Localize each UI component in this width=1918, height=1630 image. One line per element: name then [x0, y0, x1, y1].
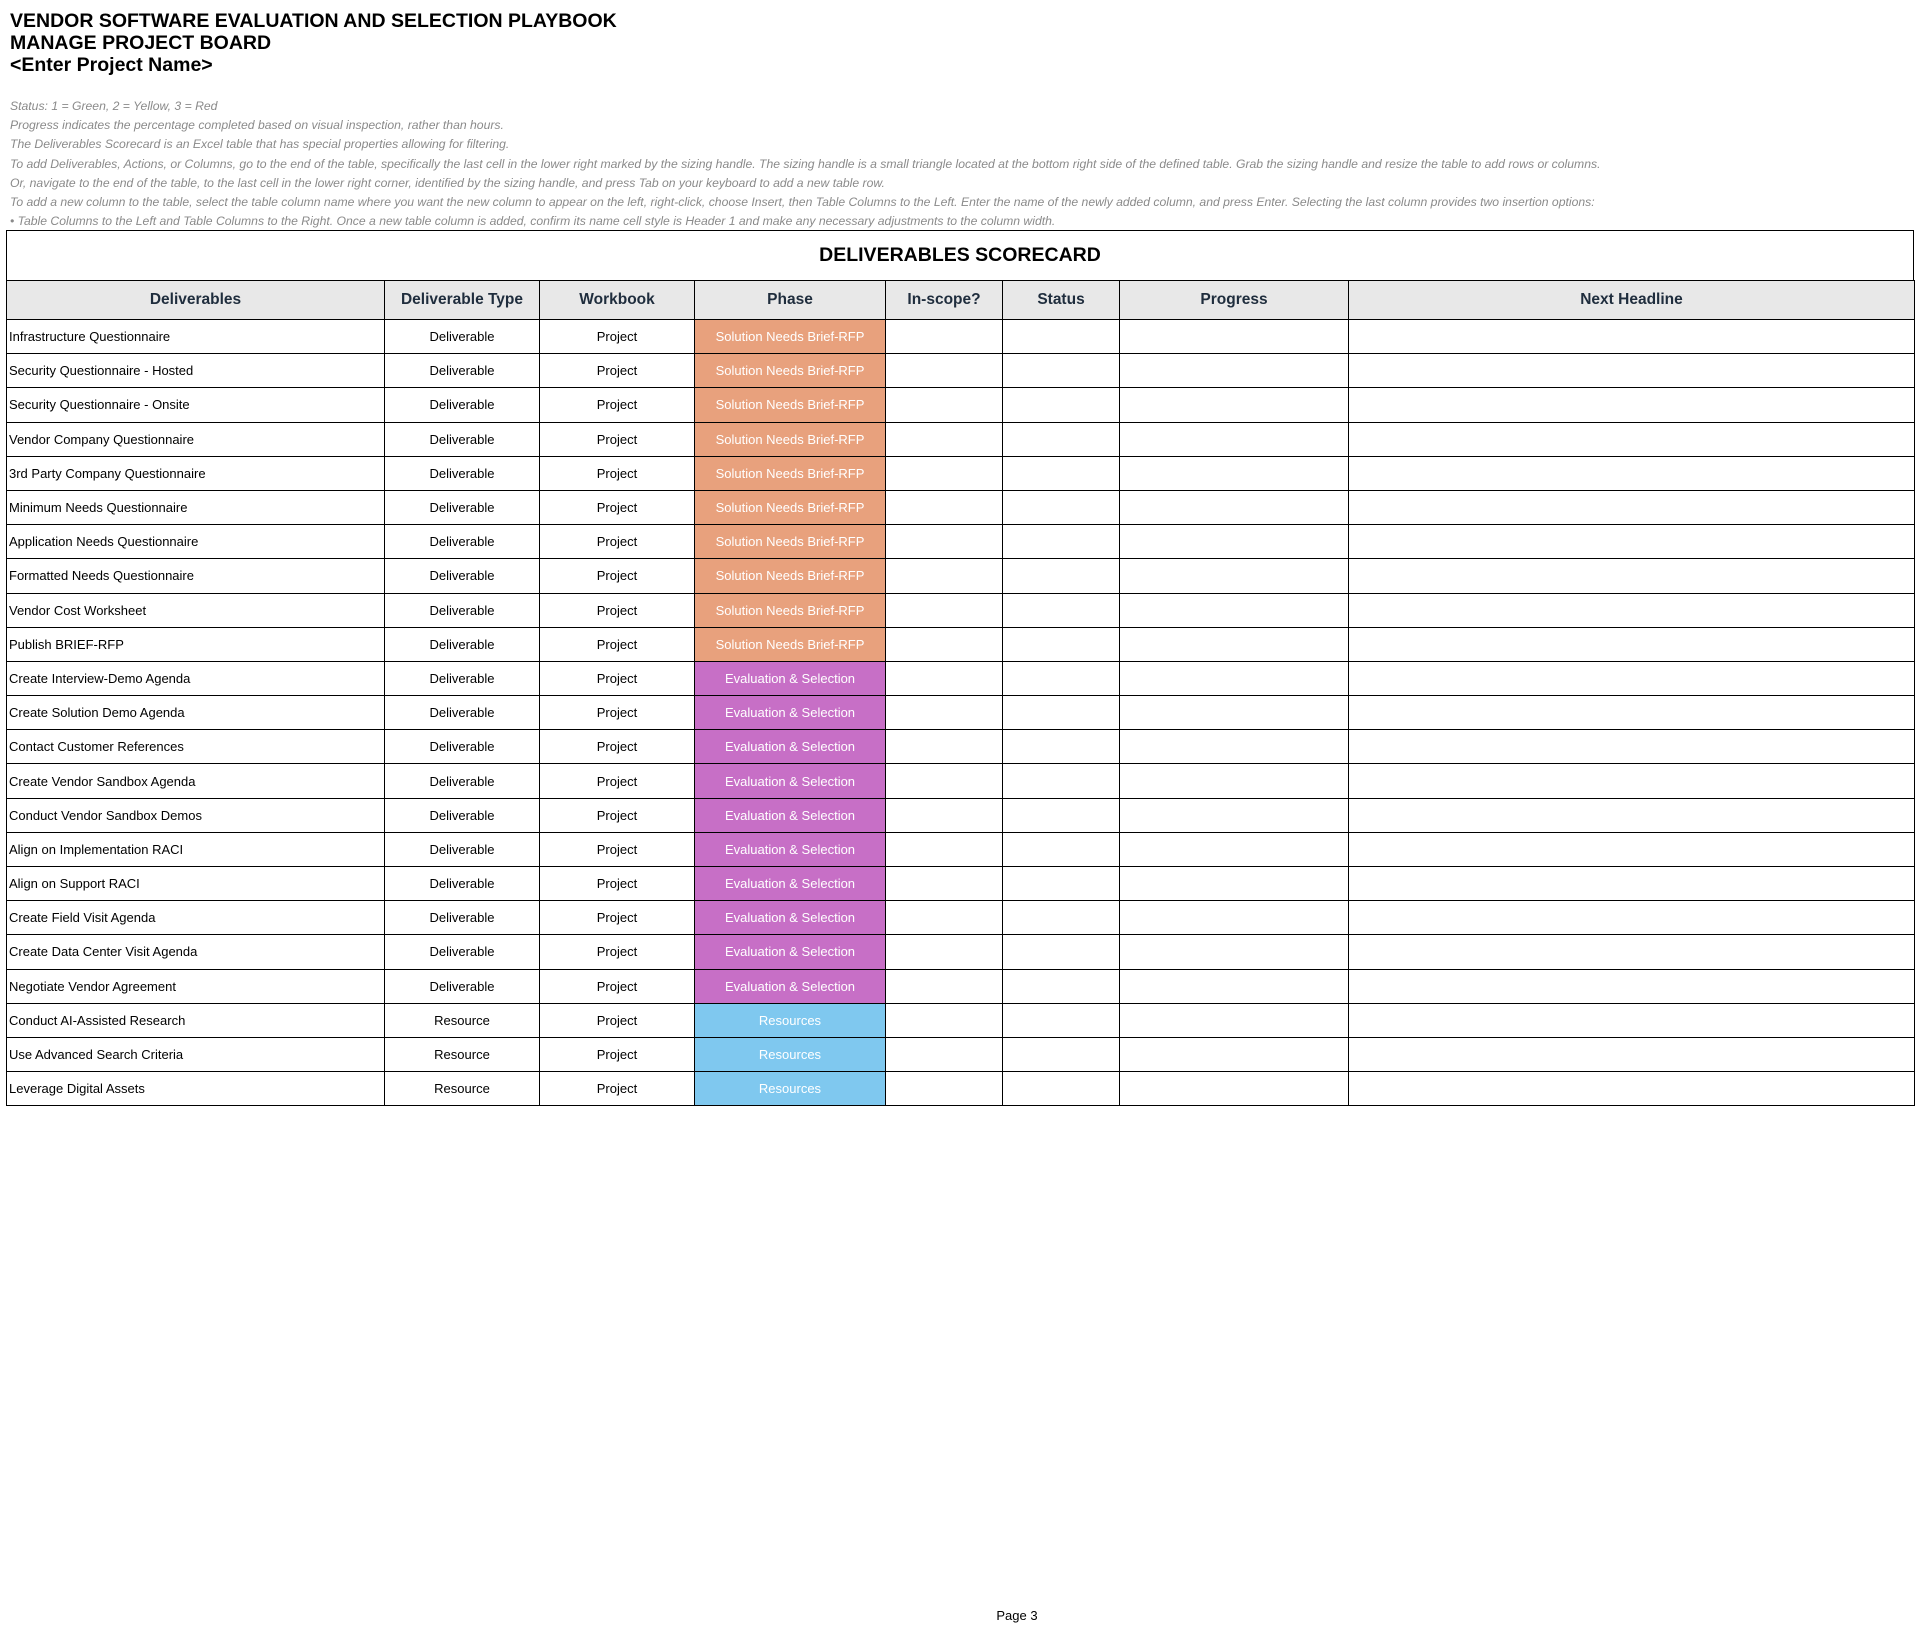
- cell-deliverable-type[interactable]: Deliverable: [385, 456, 540, 490]
- cell-deliverables[interactable]: Use Advanced Search Criteria: [7, 1037, 385, 1071]
- cell-deliverable-type[interactable]: Resource: [385, 1037, 540, 1071]
- cell-deliverables[interactable]: Contact Customer References: [7, 730, 385, 764]
- cell-deliverable-type[interactable]: Deliverable: [385, 388, 540, 422]
- table-row: [7, 1072, 1915, 1106]
- table-row: [7, 730, 1915, 764]
- cell-status[interactable]: [1003, 627, 1120, 661]
- cell-status[interactable]: [1003, 661, 1120, 695]
- cell-progress[interactable]: [1120, 456, 1349, 490]
- cell-deliverables[interactable]: Create Interview-Demo Agenda: [7, 661, 385, 695]
- table-row: [7, 525, 1915, 559]
- cell-in-scope[interactable]: [886, 559, 1003, 593]
- column-header-deliverable-type[interactable]: Deliverable Type: [385, 281, 540, 320]
- cell-in-scope[interactable]: [886, 422, 1003, 456]
- table-row: [7, 320, 1915, 354]
- cell-next-headline[interactable]: [1349, 798, 1915, 832]
- cell-phase[interactable]: Solution Needs Brief-RFP: [695, 388, 886, 422]
- column-header-in-scope[interactable]: In-scope?: [886, 281, 1003, 320]
- cell-deliverable-type[interactable]: Deliverable: [385, 867, 540, 901]
- cell-in-scope[interactable]: [886, 901, 1003, 935]
- table-row: [7, 354, 1915, 388]
- cell-status[interactable]: [1003, 969, 1120, 1003]
- cell-progress[interactable]: [1120, 798, 1349, 832]
- cell-status[interactable]: [1003, 388, 1120, 422]
- cell-phase[interactable]: Evaluation & Selection: [695, 901, 886, 935]
- cell-workbook[interactable]: Project: [540, 764, 695, 798]
- cell-next-headline[interactable]: [1349, 559, 1915, 593]
- cell-workbook[interactable]: Project: [540, 730, 695, 764]
- cell-next-headline[interactable]: [1349, 490, 1915, 524]
- cell-deliverables[interactable]: Conduct AI-Assisted Research: [7, 1003, 385, 1037]
- cell-deliverable-type[interactable]: Deliverable: [385, 354, 540, 388]
- cell-workbook[interactable]: Project: [540, 1003, 695, 1037]
- cell-next-headline[interactable]: [1349, 525, 1915, 559]
- instruction-status-legend: Status: 1 = Green, 2 = Yellow, 3 = Red: [10, 99, 218, 113]
- cell-next-headline[interactable]: [1349, 730, 1915, 764]
- cell-workbook[interactable]: Project: [540, 354, 695, 388]
- deliverables-scorecard: [6, 230, 1914, 1106]
- cell-progress[interactable]: [1120, 730, 1349, 764]
- cell-workbook[interactable]: Project: [540, 627, 695, 661]
- cell-next-headline[interactable]: [1349, 456, 1915, 490]
- cell-next-headline[interactable]: [1349, 969, 1915, 1003]
- cell-next-headline[interactable]: [1349, 935, 1915, 969]
- cell-next-headline[interactable]: [1349, 696, 1915, 730]
- cell-workbook[interactable]: Project: [540, 593, 695, 627]
- cell-phase[interactable]: Resources: [695, 1037, 886, 1071]
- cell-progress[interactable]: [1120, 764, 1349, 798]
- cell-progress[interactable]: [1120, 661, 1349, 695]
- cell-phase[interactable]: Resources: [695, 1072, 886, 1106]
- cell-deliverable-type[interactable]: Deliverable: [385, 661, 540, 695]
- cell-progress[interactable]: [1120, 490, 1349, 524]
- cell-progress[interactable]: [1120, 525, 1349, 559]
- cell-in-scope[interactable]: [886, 867, 1003, 901]
- cell-workbook[interactable]: Project: [540, 969, 695, 1003]
- cell-progress[interactable]: [1120, 593, 1349, 627]
- cell-progress[interactable]: [1120, 867, 1349, 901]
- cell-progress[interactable]: [1120, 1072, 1349, 1106]
- cell-status[interactable]: [1003, 1037, 1120, 1071]
- table-row: [7, 1037, 1915, 1071]
- project-name-placeholder[interactable]: <Enter Project Name>: [10, 54, 213, 76]
- cell-deliverables[interactable]: Publish BRIEF-RFP: [7, 627, 385, 661]
- cell-deliverables[interactable]: Align on Support RACI: [7, 867, 385, 901]
- instruction-add-column: To add a new column to the table, select the table column name where you want the new column to appear on the left, right-click, choose Insert, then Table Columns to the Left. Enter the name of the newly added column, and press Enter. Selecting the last column provides two insertion options:: [10, 195, 1595, 210]
- table-row: [7, 456, 1915, 490]
- cell-status[interactable]: [1003, 764, 1120, 798]
- header-row: [7, 281, 1915, 320]
- cell-workbook[interactable]: Project: [540, 490, 695, 524]
- cell-phase[interactable]: Solution Needs Brief-RFP: [695, 490, 886, 524]
- cell-deliverables[interactable]: Align on Implementation RACI: [7, 832, 385, 866]
- cell-deliverable-type[interactable]: Deliverable: [385, 525, 540, 559]
- cell-in-scope[interactable]: [886, 388, 1003, 422]
- cell-deliverable-type[interactable]: Deliverable: [385, 559, 540, 593]
- cell-workbook[interactable]: Project: [540, 388, 695, 422]
- cell-phase[interactable]: Solution Needs Brief-RFP: [695, 593, 886, 627]
- table-body: [7, 320, 1915, 1106]
- cell-deliverable-type[interactable]: Deliverable: [385, 969, 540, 1003]
- cell-in-scope[interactable]: [886, 1003, 1003, 1037]
- cell-status[interactable]: [1003, 935, 1120, 969]
- cell-phase[interactable]: Solution Needs Brief-RFP: [695, 627, 886, 661]
- instruction-progress: Progress indicates the percentage completed based on visual inspection, rather than hours.: [10, 118, 504, 133]
- cell-workbook[interactable]: Project: [540, 559, 695, 593]
- cell-status[interactable]: [1003, 456, 1120, 490]
- cell-workbook[interactable]: Project: [540, 867, 695, 901]
- cell-deliverable-type[interactable]: Deliverable: [385, 696, 540, 730]
- table-row: [7, 696, 1915, 730]
- cell-next-headline[interactable]: [1349, 1072, 1915, 1106]
- cell-status[interactable]: [1003, 798, 1120, 832]
- cell-in-scope[interactable]: [886, 627, 1003, 661]
- cell-phase[interactable]: Evaluation & Selection: [695, 832, 886, 866]
- instruction-filtering: The Deliverables Scorecard is an Excel table that has special properties allowing for filtering.: [10, 137, 510, 152]
- cell-deliverable-type[interactable]: Deliverable: [385, 832, 540, 866]
- table-row: [7, 559, 1915, 593]
- cell-workbook[interactable]: Project: [540, 798, 695, 832]
- cell-in-scope[interactable]: [886, 490, 1003, 524]
- table-row: [7, 593, 1915, 627]
- cell-status[interactable]: [1003, 1072, 1120, 1106]
- cell-workbook[interactable]: Project: [540, 456, 695, 490]
- cell-deliverable-type[interactable]: Deliverable: [385, 422, 540, 456]
- cell-deliverable-type[interactable]: Deliverable: [385, 627, 540, 661]
- cell-status[interactable]: [1003, 354, 1120, 388]
- cell-progress[interactable]: [1120, 969, 1349, 1003]
- instructions-block: [10, 97, 1900, 231]
- cell-status[interactable]: [1003, 525, 1120, 559]
- cell-deliverable-type[interactable]: Deliverable: [385, 935, 540, 969]
- cell-workbook[interactable]: Project: [540, 901, 695, 935]
- scorecard-table: [6, 280, 1915, 1106]
- cell-status[interactable]: [1003, 320, 1120, 354]
- cell-workbook[interactable]: Project: [540, 525, 695, 559]
- column-header-deliverables[interactable]: Deliverables: [7, 281, 385, 320]
- instruction-tab-row: Or, navigate to the end of the table, to the last cell in the lower right corner, identified by the sizing handle, and press Tab on your keyboard to add a new table row.: [10, 175, 885, 190]
- cell-progress[interactable]: [1120, 627, 1349, 661]
- document-header: [10, 10, 617, 76]
- cell-workbook[interactable]: Project: [540, 661, 695, 695]
- table-row: [7, 901, 1915, 935]
- cell-progress[interactable]: [1120, 1003, 1349, 1037]
- cell-status[interactable]: [1003, 730, 1120, 764]
- cell-in-scope[interactable]: [886, 320, 1003, 354]
- cell-status[interactable]: [1003, 867, 1120, 901]
- cell-phase[interactable]: Evaluation & Selection: [695, 935, 886, 969]
- cell-deliverables[interactable]: Vendor Cost Worksheet: [7, 593, 385, 627]
- cell-in-scope[interactable]: [886, 935, 1003, 969]
- cell-in-scope[interactable]: [886, 832, 1003, 866]
- cell-phase[interactable]: Evaluation & Selection: [695, 661, 886, 695]
- cell-phase[interactable]: Evaluation & Selection: [695, 696, 886, 730]
- cell-next-headline[interactable]: [1349, 764, 1915, 798]
- cell-in-scope[interactable]: [886, 661, 1003, 695]
- instruction-sizing-handle: To add Deliverables, Actions, or Columns, go to the end of the table, specifically the last cell in the lower right marked by the sizing handle. The sizing handle is a small triangle located at the bottom right side of the defined table. Grab the sizing handle and resize the table to add rows or columns.: [10, 156, 1601, 171]
- cell-deliverables[interactable]: Infrastructure Questionnaire: [7, 320, 385, 354]
- table-row: [7, 935, 1915, 969]
- cell-deliverables[interactable]: Vendor Company Questionnaire: [7, 422, 385, 456]
- cell-progress[interactable]: [1120, 388, 1349, 422]
- cell-deliverables[interactable]: Create Vendor Sandbox Agenda: [7, 764, 385, 798]
- cell-in-scope[interactable]: [886, 696, 1003, 730]
- table-row: [7, 388, 1915, 422]
- column-header-workbook[interactable]: Workbook: [540, 281, 695, 320]
- cell-phase[interactable]: Solution Needs Brief-RFP: [695, 559, 886, 593]
- table-row: [7, 832, 1915, 866]
- cell-phase[interactable]: Evaluation & Selection: [695, 798, 886, 832]
- column-header-next-headline[interactable]: Next Headline: [1349, 281, 1915, 320]
- cell-phase[interactable]: Evaluation & Selection: [695, 730, 886, 764]
- cell-deliverables[interactable]: Security Questionnaire - Onsite: [7, 388, 385, 422]
- cell-deliverables[interactable]: Create Solution Demo Agenda: [7, 696, 385, 730]
- playbook-title: VENDOR SOFTWARE EVALUATION AND SELECTION PLAYBOOK: [10, 10, 617, 32]
- table-row: [7, 661, 1915, 695]
- cell-next-headline[interactable]: [1349, 593, 1915, 627]
- column-header-phase[interactable]: Phase: [695, 281, 886, 320]
- column-header-status[interactable]: Status: [1003, 281, 1120, 320]
- cell-deliverables[interactable]: Application Needs Questionnaire: [7, 525, 385, 559]
- cell-deliverables[interactable]: 3rd Party Company Questionnaire: [7, 456, 385, 490]
- table-row: [7, 969, 1915, 1003]
- cell-workbook[interactable]: Project: [540, 320, 695, 354]
- cell-deliverables[interactable]: Conduct Vendor Sandbox Demos: [7, 798, 385, 832]
- cell-phase[interactable]: Solution Needs Brief-RFP: [695, 525, 886, 559]
- table-row: [7, 867, 1915, 901]
- cell-deliverables[interactable]: Negotiate Vendor Agreement: [7, 969, 385, 1003]
- cell-next-headline[interactable]: [1349, 354, 1915, 388]
- cell-deliverable-type[interactable]: Deliverable: [385, 901, 540, 935]
- cell-deliverable-type[interactable]: Deliverable: [385, 764, 540, 798]
- cell-deliverable-type[interactable]: Resource: [385, 1072, 540, 1106]
- cell-progress[interactable]: [1120, 320, 1349, 354]
- cell-next-headline[interactable]: [1349, 867, 1915, 901]
- table-row: [7, 627, 1915, 661]
- cell-phase[interactable]: Resources: [695, 1003, 886, 1037]
- cell-deliverables[interactable]: Minimum Needs Questionnaire: [7, 490, 385, 524]
- cell-deliverables[interactable]: Security Questionnaire - Hosted: [7, 354, 385, 388]
- cell-progress[interactable]: [1120, 422, 1349, 456]
- cell-in-scope[interactable]: [886, 764, 1003, 798]
- table-row: [7, 764, 1915, 798]
- cell-workbook[interactable]: Project: [540, 1037, 695, 1071]
- cell-in-scope[interactable]: [886, 456, 1003, 490]
- cell-progress[interactable]: [1120, 832, 1349, 866]
- cell-status[interactable]: [1003, 593, 1120, 627]
- cell-in-scope[interactable]: [886, 730, 1003, 764]
- page-number: Page 3: [996, 1608, 1038, 1623]
- cell-in-scope[interactable]: [886, 969, 1003, 1003]
- cell-status[interactable]: [1003, 559, 1120, 593]
- cell-phase[interactable]: Evaluation & Selection: [695, 764, 886, 798]
- table-row: [7, 1003, 1915, 1037]
- cell-phase[interactable]: Solution Needs Brief-RFP: [695, 354, 886, 388]
- cell-next-headline[interactable]: [1349, 388, 1915, 422]
- cell-deliverable-type[interactable]: Deliverable: [385, 730, 540, 764]
- cell-phase[interactable]: Evaluation & Selection: [695, 867, 886, 901]
- cell-workbook[interactable]: Project: [540, 935, 695, 969]
- cell-progress[interactable]: [1120, 559, 1349, 593]
- cell-deliverables[interactable]: Leverage Digital Assets: [7, 1072, 385, 1106]
- cell-workbook[interactable]: Project: [540, 1072, 695, 1106]
- cell-deliverables[interactable]: Create Data Center Visit Agenda: [7, 935, 385, 969]
- cell-in-scope[interactable]: [886, 354, 1003, 388]
- cell-progress[interactable]: [1120, 354, 1349, 388]
- table-row: [7, 798, 1915, 832]
- cell-status[interactable]: [1003, 422, 1120, 456]
- cell-in-scope[interactable]: [886, 1072, 1003, 1106]
- cell-next-headline[interactable]: [1349, 901, 1915, 935]
- cell-progress[interactable]: [1120, 935, 1349, 969]
- cell-deliverables[interactable]: Create Field Visit Agenda: [7, 901, 385, 935]
- cell-deliverable-type[interactable]: Resource: [385, 1003, 540, 1037]
- cell-in-scope[interactable]: [886, 1037, 1003, 1071]
- cell-in-scope[interactable]: [886, 525, 1003, 559]
- table-row: [7, 422, 1915, 456]
- cell-status[interactable]: [1003, 696, 1120, 730]
- cell-next-headline[interactable]: [1349, 661, 1915, 695]
- cell-deliverable-type[interactable]: Deliverable: [385, 490, 540, 524]
- cell-phase[interactable]: Evaluation & Selection: [695, 969, 886, 1003]
- cell-next-headline[interactable]: [1349, 627, 1915, 661]
- cell-workbook[interactable]: Project: [540, 832, 695, 866]
- cell-in-scope[interactable]: [886, 798, 1003, 832]
- column-header-progress[interactable]: Progress: [1120, 281, 1349, 320]
- cell-next-headline[interactable]: [1349, 1003, 1915, 1037]
- cell-status[interactable]: [1003, 832, 1120, 866]
- cell-next-headline[interactable]: [1349, 320, 1915, 354]
- cell-phase[interactable]: Solution Needs Brief-RFP: [695, 320, 886, 354]
- board-title: MANAGE PROJECT BOARD: [10, 32, 272, 54]
- cell-deliverable-type[interactable]: Deliverable: [385, 798, 540, 832]
- cell-next-headline[interactable]: [1349, 1037, 1915, 1071]
- cell-deliverables[interactable]: Formatted Needs Questionnaire: [7, 559, 385, 593]
- cell-deliverable-type[interactable]: Deliverable: [385, 320, 540, 354]
- cell-progress[interactable]: [1120, 696, 1349, 730]
- cell-status[interactable]: [1003, 490, 1120, 524]
- scorecard-title: DELIVERABLES SCORECARD: [6, 230, 1914, 280]
- cell-status[interactable]: [1003, 1003, 1120, 1037]
- cell-workbook[interactable]: Project: [540, 696, 695, 730]
- cell-status[interactable]: [1003, 901, 1120, 935]
- cell-phase[interactable]: Solution Needs Brief-RFP: [695, 456, 886, 490]
- cell-progress[interactable]: [1120, 901, 1349, 935]
- cell-next-headline[interactable]: [1349, 832, 1915, 866]
- table-row: [7, 490, 1915, 524]
- cell-next-headline[interactable]: [1349, 422, 1915, 456]
- cell-workbook[interactable]: Project: [540, 422, 695, 456]
- cell-progress[interactable]: [1120, 1037, 1349, 1071]
- instruction-column-options: • Table Columns to the Left and Table Columns to the Right. Once a new table column is added, confirm its name cell style is Header 1 and make any necessary adjustments to the column width.: [10, 214, 1056, 229]
- cell-phase[interactable]: Solution Needs Brief-RFP: [695, 422, 886, 456]
- cell-deliverable-type[interactable]: Deliverable: [385, 593, 540, 627]
- cell-in-scope[interactable]: [886, 593, 1003, 627]
